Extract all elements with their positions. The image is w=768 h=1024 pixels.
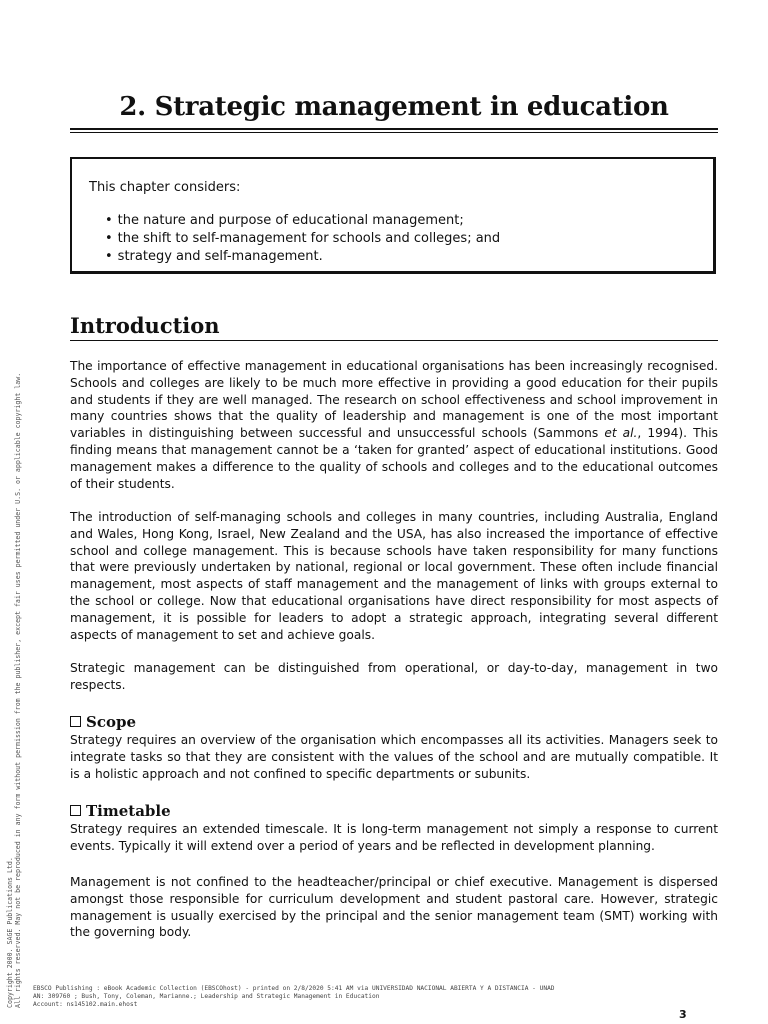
checkbox-square-icon <box>70 716 81 727</box>
list-item: • the shift to self-management for schools and colleges; and <box>105 230 500 248</box>
scope-paragraph: Strategy requires an overview of the organisation which encompasses all its activities. Managers seek to integrate tasks so that they are consistent with the values of the school and are mutually compatible. It is a holistic approach and not confined to specific departments or subunits. <box>70 733 718 781</box>
title-rule <box>70 128 718 133</box>
timetable-paragraph: Strategy requires an extended timescale. It is long-term management not simply a response to current events. Typically it will extend over a period of years and be reflected in development planning. <box>70 822 718 853</box>
ebsco-footer: EBSCO Publishing : eBook Academic Collection (EBSCOhost) - printed on 2/8/2020 5:41 AM via UNIVERSIDAD NACIONAL ABIERTA Y A DISTANCIA - UNAD AN: 309760 ; Bush, Tony, Coleman, Marianne.; Leadership and Strategic Management in Education Account: ns145102.main.ehost <box>33 985 555 1008</box>
copyright-notice: Copyright 2000. SAGE Publications Ltd. All rights reserved. May not be reproduced in any form without permission from the publisher, except fair uses permitted under U.S. or applicable copyright law. <box>6 372 22 1008</box>
chapter-title: 2. Strategic management in education <box>119 92 669 122</box>
list-item: • strategy and self-management. <box>105 248 500 266</box>
intro-paragraph-2: The introduction of self-managing schools and colleges in many countries, including Australia, England and Wales, Hong Kong, Israel, New Zealand and the USA, has also increased the importance of effective school and college management. This is because schools have taken responsibility for many functions that were previously undertaken by national, regional or local government. These often include financial management, most aspects of staff management and the management of links with groups external to the school or college. Now that educational organisations have direct responsibility for most aspects of management, it is possible for leaders to adopt a strategic approach, integrating several different aspects of management to set and achieve goals. <box>70 510 718 642</box>
section-rule <box>70 340 718 341</box>
chapter-considers-box <box>70 157 716 274</box>
intro-paragraph-1: The importance of effective management in educational organisations has been increasingly recognised. Schools and colleges are likely to be much more effective in providing a good education for their pupils and students if they are well managed. The research on school effectiveness and school improvement in many countries shows that the quality of leadership and management is one of the most important variables in distinguishing between successful and unsuccessful schools (Sammons et al., 1994). This finding means that management cannot be a ‘taken for granted’ aspect of educational institutions. Good management makes a difference to the quality of schools and colleges and to the educational outcomes of their students. <box>70 359 718 491</box>
list-item: • the nature and purpose of educational management; <box>105 212 500 230</box>
subheading-scope: Scope <box>70 713 136 731</box>
section-heading-introduction: Introduction <box>70 313 220 338</box>
timetable-paragraph-2: Management is not confined to the headteacher/principal or chief executive. Management is dispersed amongst those responsible for curriculum development and student pastoral care. However, strategic management is usually exercised by the principal and the senior management team (SMT) working with the governing body. <box>70 875 718 940</box>
page-number: 3 <box>679 1008 687 1021</box>
intro-paragraph-3: Strategic management can be distinguished from operational, or day-to-day, management in two respects. <box>70 661 718 692</box>
checkbox-square-icon <box>70 805 81 816</box>
considers-list <box>105 212 500 266</box>
considers-intro: This chapter considers: <box>89 180 241 195</box>
subheading-timetable: Timetable <box>70 802 171 820</box>
